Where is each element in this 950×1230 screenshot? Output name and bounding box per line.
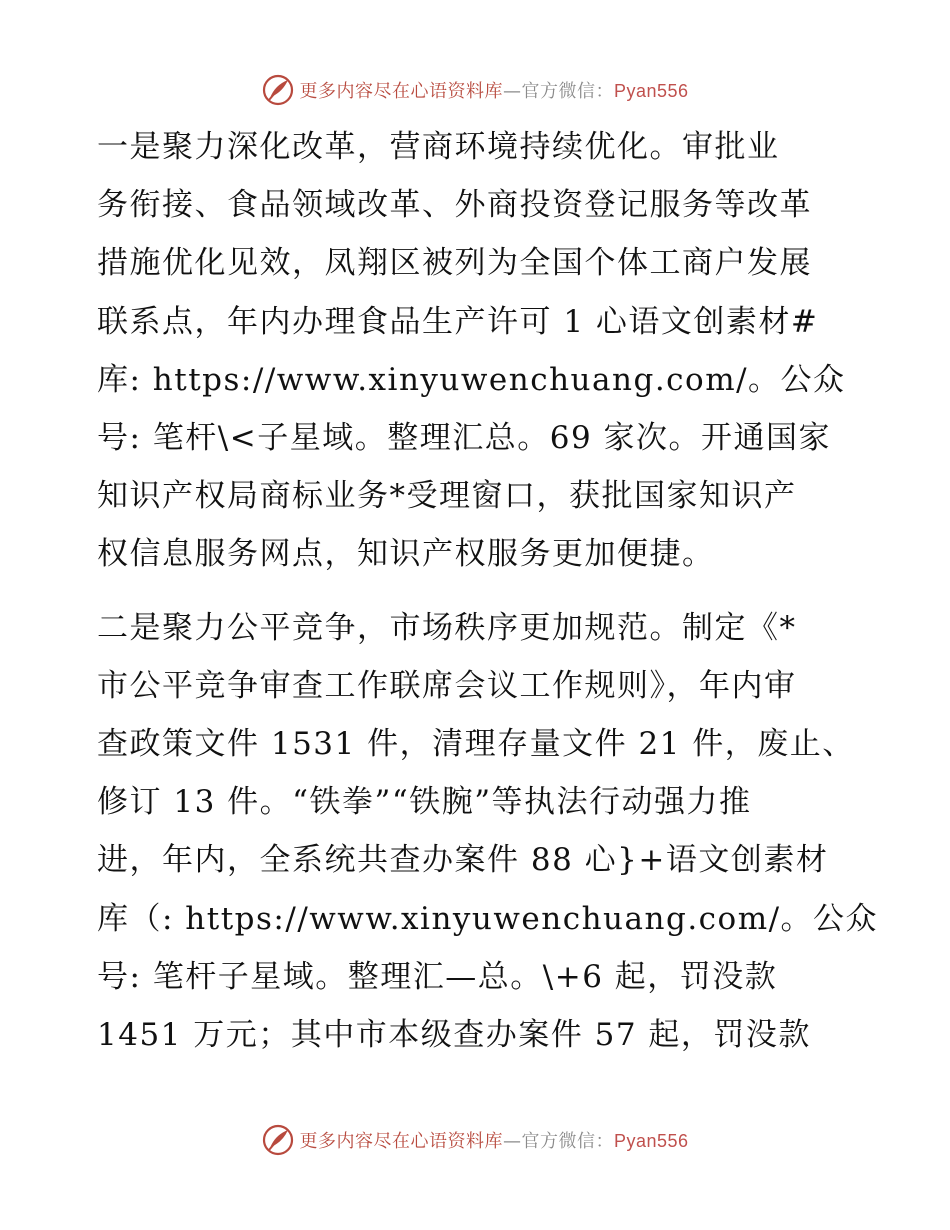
text-line: 修订 13 件。“铁拳”“铁腕”等执法行动强力推 — [97, 784, 752, 821]
header-banner — [0, 70, 950, 110]
text-line: 务衔接、食品领域改革、外商投资登记服务等改革 — [97, 187, 812, 224]
text-line: 市公平竞争审查工作联席会议工作规则》，年内审 — [97, 667, 797, 704]
quill-logo-icon — [261, 73, 295, 107]
banner-brand: 更多内容尽在心语资料库 — [299, 1131, 503, 1152]
banner-wechat-id: Pyan556 — [613, 81, 689, 101]
banner-dash: — — [502, 81, 522, 102]
text-line: 联系点，年内办理食品生产许可 1 心语文创素材# — [97, 303, 819, 340]
text-line: 1451 万元；其中市本级查办案件 57 起，罚没款 — [97, 1017, 811, 1054]
text-line: 库: https://www.xinyuwenchuang.com/。公众 — [97, 361, 846, 398]
banner-text — [299, 1127, 688, 1153]
text-line: 二是聚力公平竞争，市场秩序更加规范。制定《* — [97, 609, 797, 646]
text-line: 库（: https://www.xinyuwenchuang.com/。公众 — [97, 900, 879, 937]
text-line: 进，年内，全系统共查办案件 88 心}+语文创素材 — [97, 842, 829, 879]
footer-banner — [0, 1120, 950, 1160]
banner-wechat-label: 官方微信： — [521, 1131, 614, 1152]
banner-wechat-id: Pyan556 — [613, 1131, 689, 1151]
quill-logo-icon — [261, 1123, 295, 1157]
banner-text — [299, 77, 688, 103]
text-line: 权信息服务网点，知识产权服务更加便捷。 — [97, 536, 715, 573]
text-line: 一是聚力深化改革，营商环境持续优化。审批业 — [97, 129, 780, 165]
paragraph-1 — [97, 118, 857, 584]
banner-brand: 更多内容尽在心语资料库 — [299, 81, 503, 102]
document-body — [97, 118, 879, 1064]
text-line: 查政策文件 1531 件，清理存量文件 21 件，废止、 — [97, 726, 855, 763]
text-line: 知识产权局商标业务*受理窗口，获批国家知识产 — [97, 478, 797, 515]
text-line: 号: 笔杆\<子星域。整理汇总。69 家次。开通国家 — [97, 420, 832, 457]
banner-dash: — — [502, 1131, 522, 1152]
text-line: 号: 笔杆子星域。整理汇—总。\+6 起，罚没款 — [97, 958, 778, 995]
banner-wechat-label: 官方微信： — [521, 81, 614, 102]
paragraph-2 — [97, 599, 879, 1065]
text-line: 措施优化见效，凤翔区被列为全国个体工商户发展 — [97, 245, 812, 282]
